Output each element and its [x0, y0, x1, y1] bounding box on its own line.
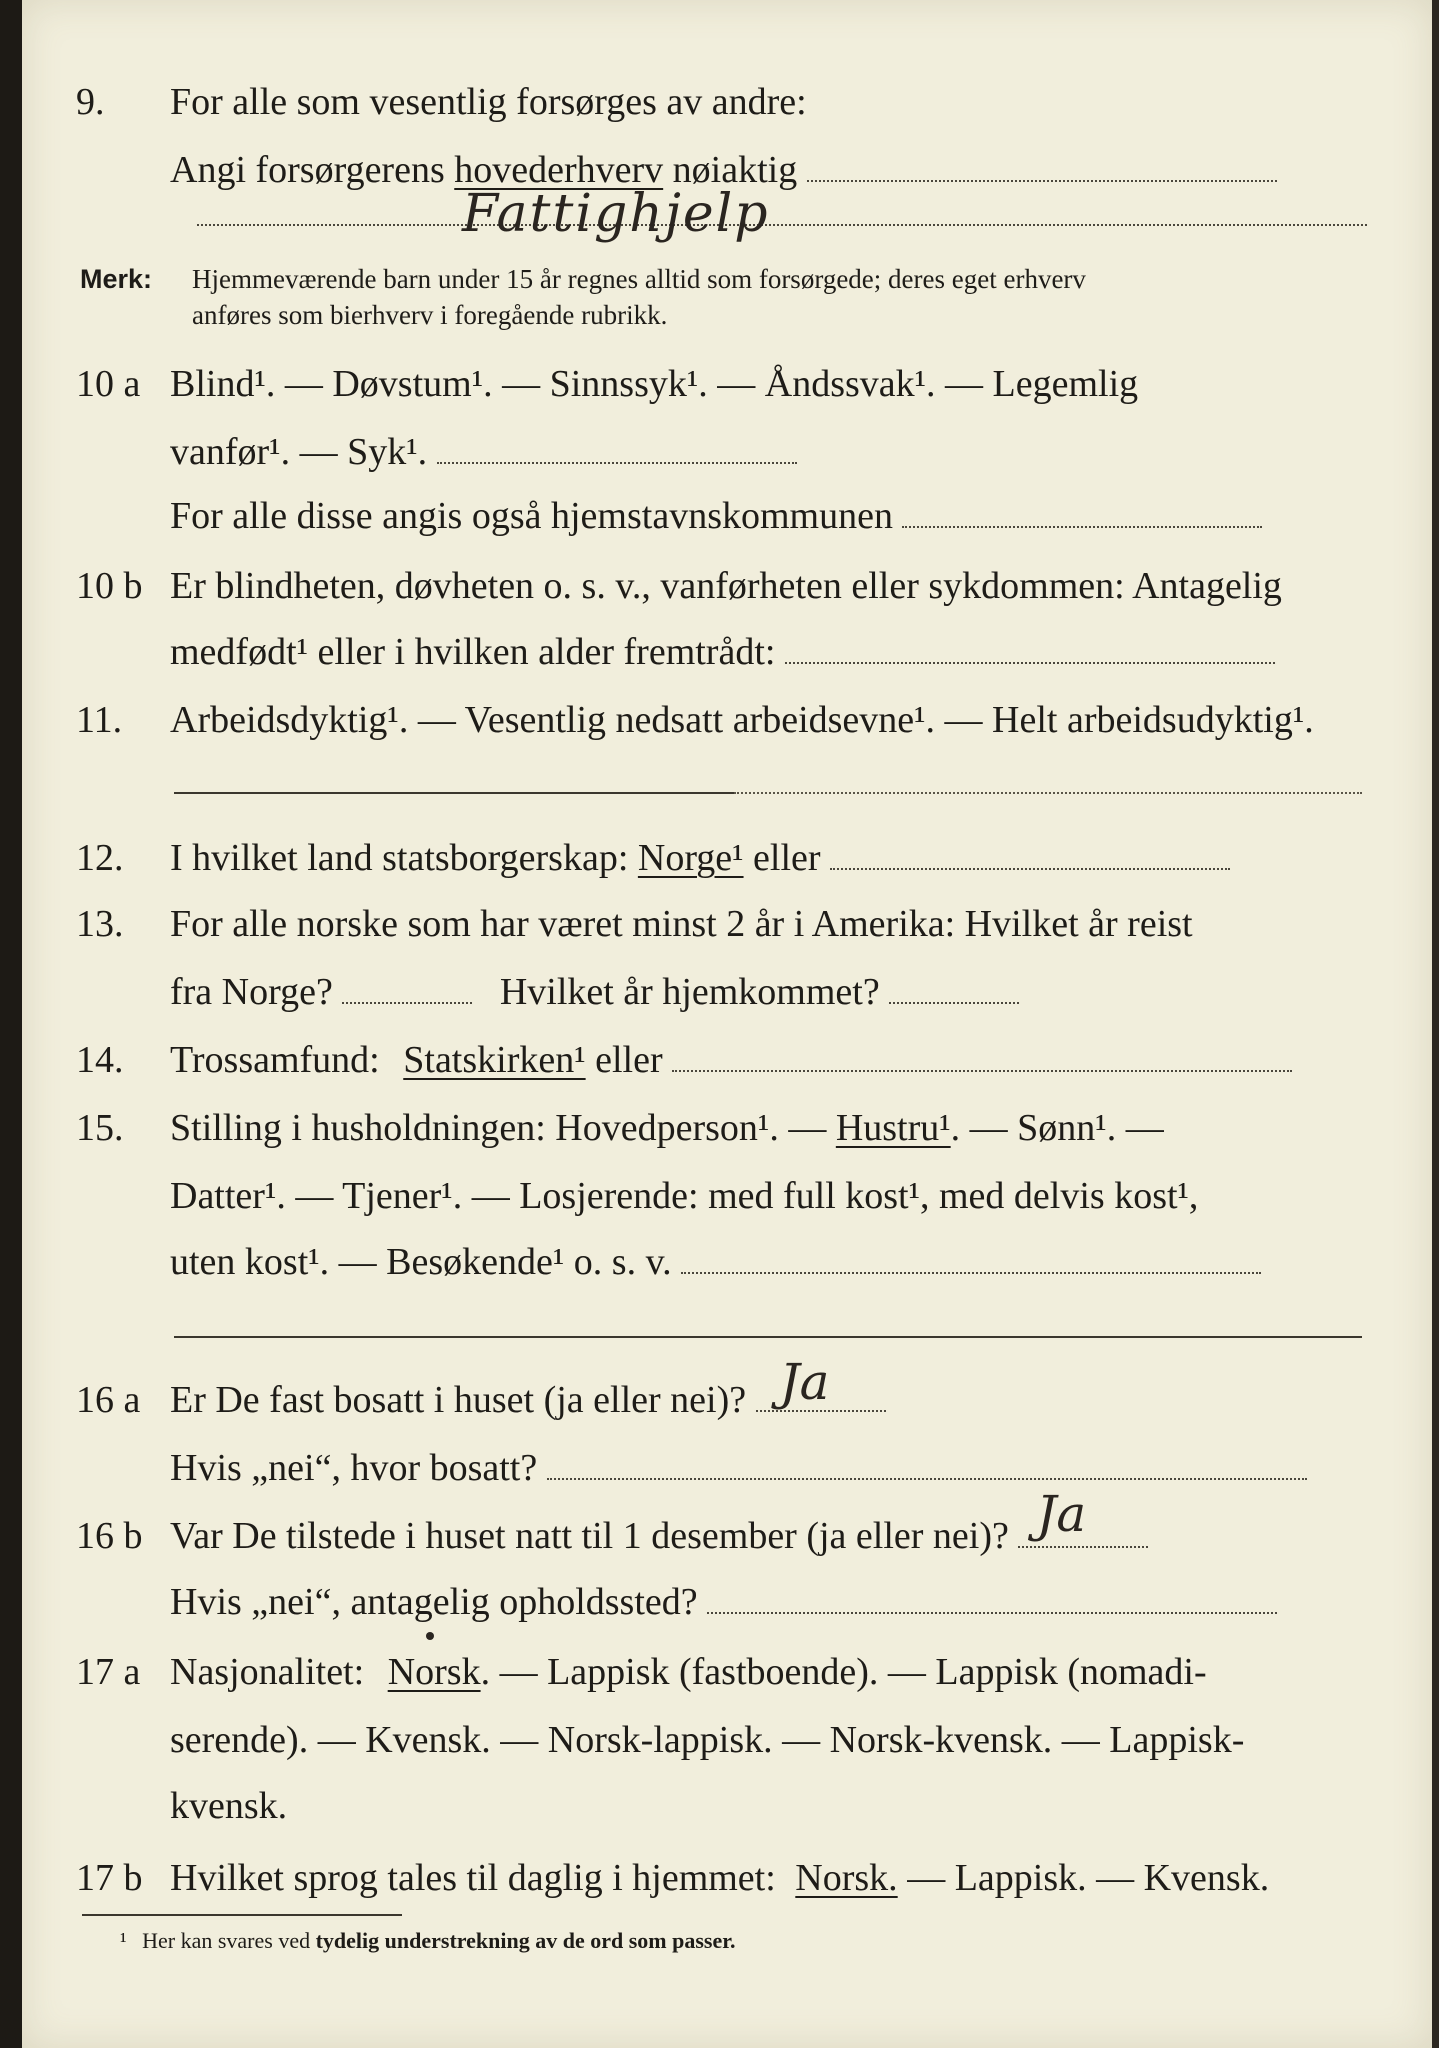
q13-text2a: fra Norge? — [170, 971, 333, 1013]
q16a-number: 16 a — [76, 1379, 141, 1421]
q14-answer-line[interactable] — [672, 1046, 1292, 1072]
q14-underlined: Statskirken¹ — [403, 1039, 586, 1081]
q12-answer-line[interactable] — [830, 844, 1230, 870]
q16a-text1: Er De fast bosatt i huset (ja eller nei)? — [170, 1379, 747, 1421]
q9-answer-line[interactable] — [807, 156, 1277, 182]
q16b-text2: Hvis „nei“, antagelig opholdssted? — [170, 1581, 698, 1623]
q13-hjemkommet-line[interactable] — [889, 978, 1019, 1004]
q15-text3: uten kost¹. — Besøkende¹ o. s. v. — [170, 1241, 672, 1283]
q12-text: I hvilket land statsborgerskap: — [170, 837, 629, 879]
q10b-answer-line[interactable] — [785, 638, 1275, 664]
q10a-text3: For alle disse angis også hjemstavnskommunen — [170, 495, 893, 537]
q15-underlined: Hustru¹ — [835, 1107, 951, 1149]
q10b-text1: Er blindheten, døvheten o. s. v., vanførheten eller sykdommen: Antagelig — [170, 565, 1282, 607]
ink-dot — [426, 1632, 434, 1640]
merk-text2: anføres som bierhverv i foregående rubrikk. — [192, 300, 668, 330]
q16a-text2: Hvis „nei“, hvor bosatt? — [170, 1447, 538, 1489]
q16a-handwritten-answer: Ja — [779, 1353, 830, 1411]
census-form-page — [22, 0, 1432, 2048]
q9-handwritten-answer: Fattighjelp — [462, 184, 770, 244]
q13-number: 13. — [76, 903, 124, 945]
q16b-text1: Var De tilstede i huset natt til 1 desember (ja eller nei)? — [170, 1515, 1009, 1557]
q17b-underlined: Norsk. — [795, 1857, 898, 1899]
q10a-number: 10 a — [76, 363, 141, 405]
q10b-number: 10 b — [76, 565, 143, 607]
scan-edge — [0, 0, 22, 2048]
q17a-underlined: Norsk — [387, 1651, 481, 1693]
q11-rule-solid — [174, 792, 734, 794]
q9-line2-text: Angi forsørgerens hovederhverv nøiaktig — [170, 148, 1277, 192]
merk-label: Merk: — [80, 264, 153, 294]
footnote-bold-text: tydelig understrekning av de ord som passer. — [315, 1928, 736, 1953]
q17a-text2: serende). — Kvensk. — Norsk-lappisk. — Norsk-kvensk. — Lappisk- — [170, 1719, 1245, 1761]
footnote-marker: ¹ — [120, 1928, 127, 1953]
q15-rule — [174, 1336, 1362, 1338]
footnote-rule — [82, 1914, 402, 1916]
q15-answer-line[interactable] — [681, 1248, 1261, 1274]
q17b-number: 17 b — [76, 1857, 143, 1899]
q12-after: eller — [753, 837, 821, 879]
q9-underlined: hovederhverv — [454, 149, 664, 191]
q9-text: For alle som vesentlig forsørges av andre: — [170, 81, 807, 123]
q15-text1-after: . — Sønn¹. — — [950, 1107, 1164, 1149]
q17a-text3: kvensk. — [170, 1785, 288, 1827]
q10a-text2: vanfør¹. — Syk¹. — [170, 431, 428, 473]
q12-number: 12. — [76, 837, 124, 879]
merk-text1: Hjemmeværende barn under 15 år regnes alltid som forsørgede; deres eget erhverv — [192, 264, 1086, 294]
q17a-text1-after: . — Lappisk (fastboende). — Lappisk (nomadi- — [480, 1651, 1207, 1693]
q17b-after: — Lappisk. — Kvensk. — [907, 1857, 1270, 1899]
footnote-text: Her kan svares ved — [142, 1928, 311, 1953]
q10b-text2: medfødt¹ eller i hvilken alder fremtrådt: — [170, 631, 776, 673]
q10a-text1: Blind¹. — Døvstum¹. — Sinnssyk¹. — Åndssvak¹. — Legemlig — [170, 363, 1139, 405]
q16b-opholdssted-line[interactable] — [707, 1588, 1277, 1614]
q14-number: 14. — [76, 1039, 124, 1081]
q11-rule-dotted — [734, 792, 1362, 794]
q16b-handwritten-answer: Ja — [1036, 1485, 1087, 1543]
q14-after: eller — [595, 1039, 663, 1081]
q13-text1: For alle norske som har været minst 2 år i Amerika: Hvilket år reist — [170, 903, 1193, 945]
q17a-number: 17 a — [76, 1651, 141, 1693]
q13-text2b: Hvilket år hjemkommet? — [499, 971, 880, 1013]
q15-text2: Datter¹. — Tjener¹. — Losjerende: med full kost¹, med delvis kost¹, — [170, 1175, 1199, 1217]
q9-number: 9. — [76, 81, 105, 123]
q16b-number: 16 b — [76, 1515, 143, 1557]
q10a-answer-line[interactable] — [437, 438, 797, 464]
q16a-bosatt-line[interactable] — [547, 1454, 1307, 1480]
q14-text: Trossamfund: — [170, 1039, 380, 1081]
q17b-text: Hvilket sprog tales til daglig i hjemmet: — [170, 1857, 776, 1899]
q17a-text1: Nasjonalitet: — [170, 1651, 365, 1693]
q12-underlined: Norge¹ — [637, 837, 744, 879]
q15-number: 15. — [76, 1107, 124, 1149]
q9-answer-line2[interactable] — [197, 200, 1367, 226]
q11-number: 11. — [76, 699, 123, 741]
q11-text: Arbeidsdyktig¹. — Vesentlig nedsatt arbeidsevne¹. — Helt arbeidsudyktig¹. — [170, 699, 1314, 741]
q10a-hjemstavn-line[interactable] — [902, 502, 1262, 528]
q13-reist-line[interactable] — [342, 978, 472, 1004]
q15-text1: Stilling i husholdningen: Hovedperson¹. — — [170, 1107, 827, 1149]
footnote — [120, 1928, 1320, 1954]
